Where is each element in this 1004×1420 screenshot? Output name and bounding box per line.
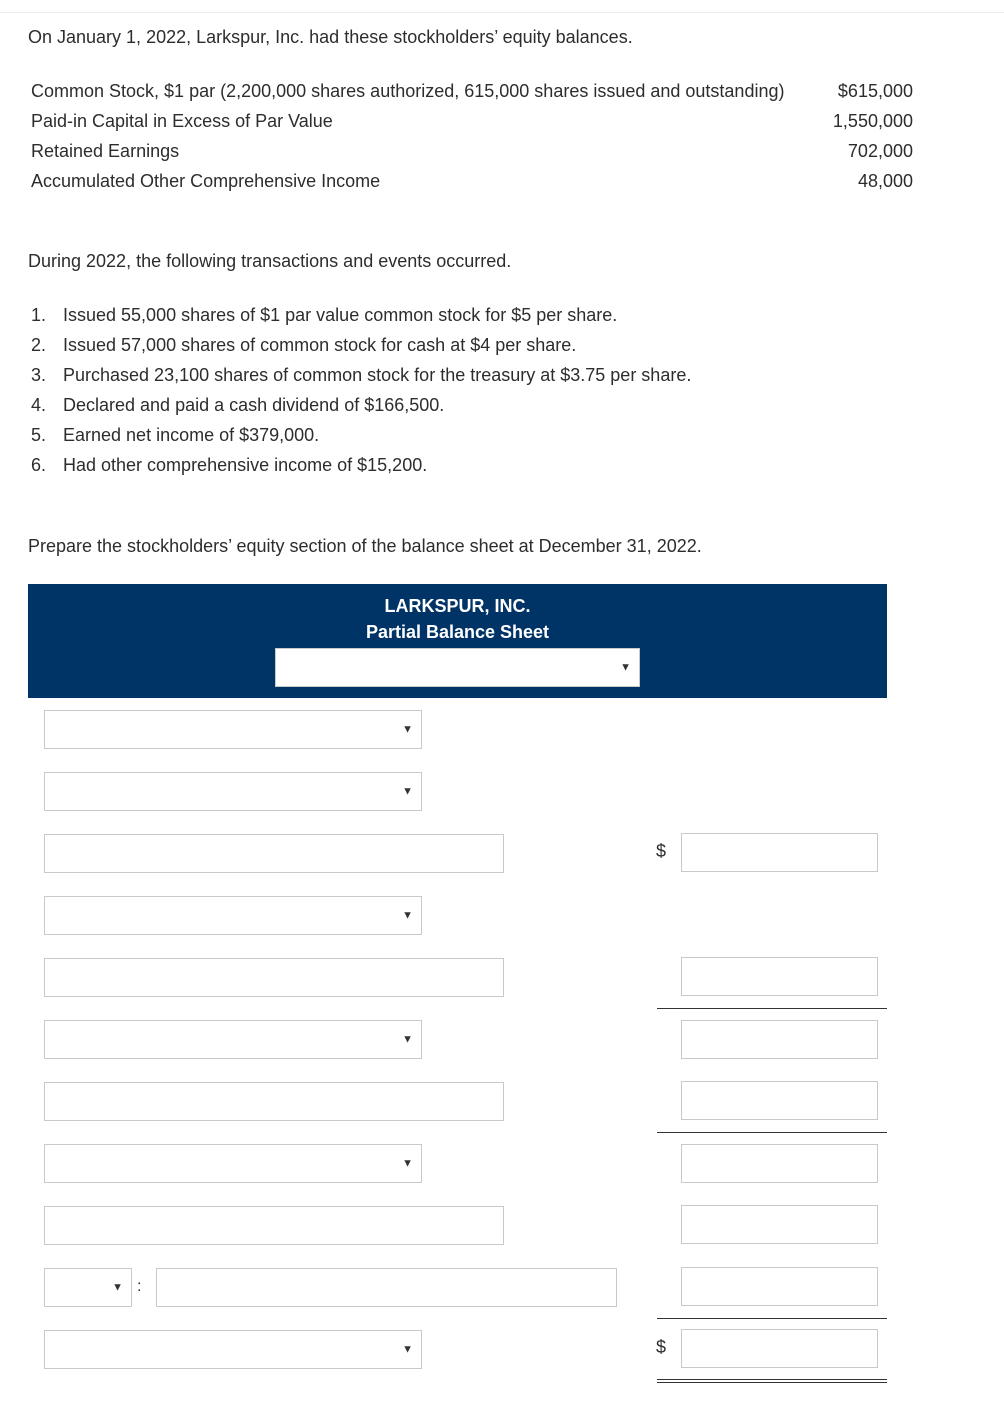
list-text: Issued 55,000 shares of $1 par value common stock for $5 per share. (63, 305, 618, 325)
amount-input[interactable] (681, 957, 878, 996)
top-divider (0, 12, 1004, 13)
double-rule-bottom (657, 1382, 887, 1383)
dollar-sign: $ (656, 1337, 667, 1357)
events-intro: During 2022, the following transactions and events occurred. (28, 251, 512, 271)
company-name: LARKSPUR, INC. (384, 596, 531, 616)
balance-label: Common Stock, $1 par (2,200,000 shares authorized, 615,000 shares issued and outstanding) (31, 81, 785, 101)
amount-input[interactable] (681, 1081, 878, 1120)
account-text-input[interactable] (44, 1082, 504, 1121)
account-text-input[interactable] (44, 1206, 504, 1245)
balance-row (31, 170, 913, 192)
intro-text: On January 1, 2022, Larkspur, Inc. had these stockholders’ equity balances. (28, 27, 633, 47)
account-text-input[interactable] (44, 834, 504, 873)
chevron-down-icon: ▼ (402, 723, 413, 735)
list-item (31, 364, 691, 386)
chevron-down-icon: ▼ (402, 1033, 413, 1045)
account-text-input[interactable] (156, 1268, 617, 1307)
balance-row (31, 110, 913, 132)
double-rule-top (657, 1379, 887, 1380)
list-text: Purchased 23,100 shares of common stock for the treasury at $3.75 per share. (63, 365, 692, 385)
list-text: Issued 57,000 shares of common stock for cash at $4 per share. (63, 335, 577, 355)
total-dropdown[interactable] (44, 1330, 422, 1369)
account-dropdown[interactable] (44, 1144, 422, 1183)
total-rule (657, 1132, 887, 1133)
instruction-text: Prepare the stockholders’ equity section of the balance sheet at December 31, 2022. (28, 536, 702, 556)
amount-input[interactable] (681, 1205, 878, 1244)
chevron-down-icon: ▼ (402, 785, 413, 797)
account-dropdown[interactable] (44, 710, 422, 749)
list-item (31, 334, 576, 356)
list-number: 4. (31, 395, 47, 415)
amount-input[interactable] (681, 1267, 878, 1306)
total-amount-input[interactable] (681, 1329, 878, 1368)
chevron-down-icon: ▼ (402, 909, 413, 921)
chevron-down-icon: ▼ (112, 1281, 123, 1293)
list-number: 6. (31, 455, 47, 475)
list-number: 5. (31, 425, 47, 445)
colon-separator: : (137, 1278, 142, 1295)
balance-row (31, 140, 913, 162)
total-rule (657, 1008, 887, 1009)
list-item (31, 394, 444, 416)
chevron-down-icon: ▼ (402, 1343, 413, 1355)
list-text: Earned net income of $379,000. (63, 425, 320, 445)
balance-amount: 48,000 (857, 171, 913, 191)
list-number: 3. (31, 365, 47, 385)
balance-label: Accumulated Other Comprehensive Income (31, 171, 381, 191)
list-item (31, 304, 617, 326)
amount-input[interactable] (681, 1020, 878, 1059)
list-text: Had other comprehensive income of $15,200. (63, 455, 428, 475)
total-rule (657, 1318, 887, 1319)
balance-label: Paid-in Capital in Excess of Par Value (31, 111, 333, 131)
account-dropdown[interactable] (44, 1020, 422, 1059)
list-number: 2. (31, 335, 47, 355)
account-dropdown[interactable] (44, 772, 422, 811)
account-dropdown[interactable] (44, 896, 422, 935)
balance-amount: $615,000 (837, 81, 913, 101)
balance-sheet-header (28, 584, 887, 698)
amount-input[interactable] (681, 1144, 878, 1183)
statement-title: Partial Balance Sheet (365, 622, 550, 642)
list-item (31, 454, 427, 476)
balance-row (31, 80, 913, 102)
chevron-down-icon: ▼ (402, 1157, 413, 1169)
balance-amount: 702,000 (847, 141, 913, 161)
account-text-input[interactable] (44, 958, 504, 997)
less-dropdown[interactable] (44, 1268, 132, 1307)
date-dropdown[interactable] (275, 648, 640, 687)
list-text: Declared and paid a cash dividend of $166,500. (63, 395, 445, 415)
list-item (31, 424, 319, 446)
balance-amount: 1,550,000 (832, 111, 913, 131)
dollar-sign: $ (656, 841, 667, 861)
balance-label: Retained Earnings (31, 141, 180, 161)
list-number: 1. (31, 305, 47, 325)
amount-input[interactable] (681, 833, 878, 872)
chevron-down-icon: ▼ (620, 661, 631, 673)
